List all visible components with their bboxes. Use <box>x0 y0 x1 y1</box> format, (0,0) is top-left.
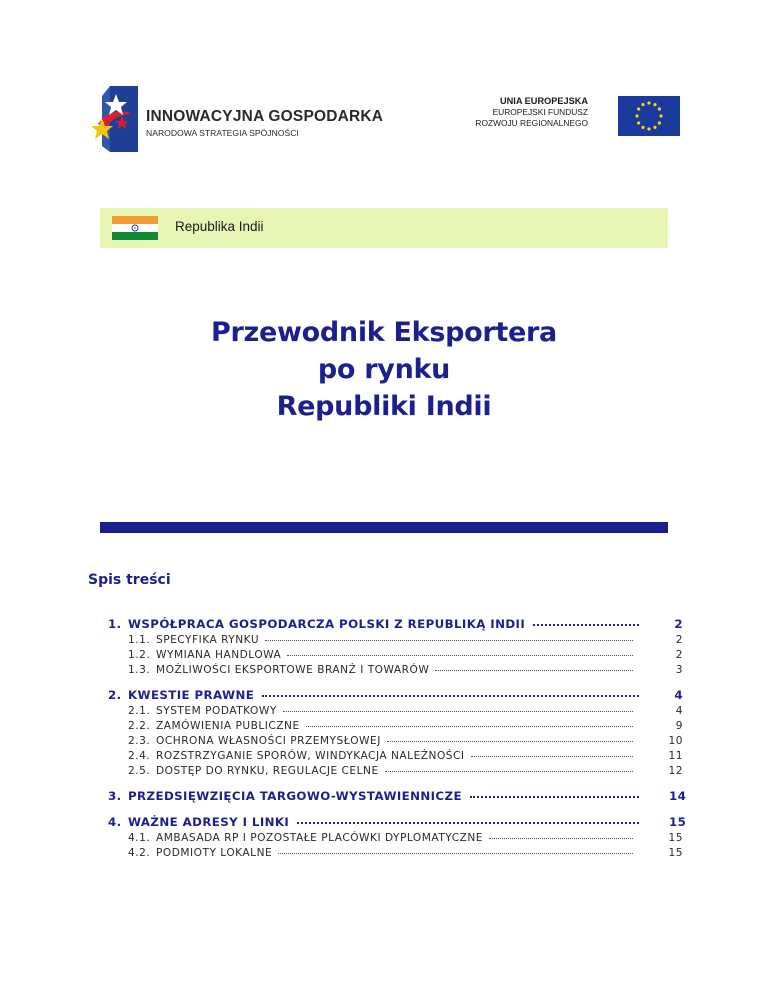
toc-label: MOŻLIWOŚCI EKSPORTOWE BRANŻ I TOWARÓW <box>156 664 430 676</box>
eu-logo <box>470 96 680 136</box>
toc-number: 2.3. <box>128 735 151 747</box>
toc-label: WAŻNE ADRESY I LINKI <box>128 815 290 829</box>
eu-line2: EUROPEJSKI FUNDUSZ <box>492 107 588 117</box>
leader-dots <box>265 639 633 641</box>
title-line-3: Republiki Indii <box>276 391 492 422</box>
toc-subentry[interactable] <box>108 750 683 765</box>
leader-dots <box>287 654 633 656</box>
toc-number: 2. <box>108 688 122 702</box>
toc-label: KWESTIE PRAWNE <box>128 688 255 702</box>
leader-dots <box>471 755 633 757</box>
innowacyjna-gospodarka-logo <box>92 84 392 154</box>
logo-subtitle: NARODOWA STRATEGIA SPÓJNOŚCI <box>146 128 299 138</box>
toc-label: ZAMÓWIENIA PUBLICZNE <box>156 720 300 732</box>
eu-line1: UNIA EUROPEJSKA <box>500 96 588 106</box>
toc-section-3 <box>108 789 687 806</box>
innovation-stars-logo-icon <box>92 84 148 154</box>
eu-flag-icon <box>618 96 680 136</box>
toc-number: 1. <box>108 617 122 631</box>
toc-label: AMBASADA RP I POZOSTAŁE PLACÓWKI DYPLOMATYCZNE <box>156 832 483 844</box>
toc-page: 2 <box>674 617 683 631</box>
toc-subentry[interactable] <box>108 832 683 847</box>
toc-label: WYMIANA HANDLOWA <box>156 649 282 661</box>
leader-dots <box>297 821 639 824</box>
document-title <box>0 314 768 425</box>
toc-number: 2.1. <box>128 705 151 717</box>
toc-page: 15 <box>668 847 683 859</box>
toc-page: 10 <box>668 735 683 747</box>
country-name: Republika Indii <box>175 219 264 234</box>
eu-line3: ROZWOJU REGIONALNEGO <box>475 118 588 128</box>
toc-label: PRZEDSIĘWZIĘCIA TARGOWO-WYSTAWIENNICZE <box>128 789 462 803</box>
leader-dots <box>533 623 639 626</box>
toc-page: 9 <box>675 720 683 732</box>
toc-label: PODMIOTY LOKALNE <box>156 847 273 859</box>
eu-text-block <box>475 96 588 129</box>
leader-dots <box>385 770 633 772</box>
toc-number: 3. <box>108 789 122 803</box>
toc-number: 2.4. <box>128 750 151 762</box>
leader-dots <box>387 740 633 742</box>
leader-dots <box>489 837 633 839</box>
leader-dots <box>306 725 633 727</box>
toc-number: 2.5. <box>128 765 151 777</box>
toc-label: OCHRONA WŁASNOŚCI PRZEMYSŁOWEJ <box>156 735 381 747</box>
title-line-2: po rynku <box>317 354 451 385</box>
toc-page: 3 <box>675 664 683 676</box>
toc-label: WSPÓŁPRACA GOSPODARCZA POLSKI Z REPUBLIKĄ INDII <box>128 617 526 631</box>
toc-entry[interactable] <box>108 815 687 832</box>
toc-page: 11 <box>668 750 683 762</box>
toc-label: SPECYFIKA RYNKU <box>156 634 260 646</box>
toc-page: 14 <box>669 789 687 803</box>
toc-page: 2 <box>675 649 683 661</box>
toc-number: 4.2. <box>128 847 151 859</box>
toc-page: 4 <box>674 688 683 702</box>
toc-number: 1.2. <box>128 649 151 661</box>
toc-section-4 <box>108 815 687 862</box>
toc-subentry[interactable] <box>108 649 683 664</box>
toc-subentry[interactable] <box>108 705 683 720</box>
title-line-1: Przewodnik Eksportera <box>211 317 557 348</box>
toc-number: 2.2. <box>128 720 151 732</box>
country-bar <box>100 208 668 248</box>
toc-entry[interactable] <box>108 617 683 634</box>
leader-dots <box>278 852 633 854</box>
table-of-contents <box>108 617 687 871</box>
toc-subentry[interactable] <box>108 735 683 750</box>
toc-page: 2 <box>675 634 683 646</box>
toc-number: 4.1. <box>128 832 151 844</box>
india-flag-icon <box>112 216 158 240</box>
toc-subentry[interactable] <box>108 765 683 780</box>
leader-dots <box>283 710 633 712</box>
leader-dots <box>435 669 633 671</box>
toc-page: 15 <box>669 815 687 829</box>
toc-entry[interactable] <box>108 688 683 705</box>
toc-number: 1.1. <box>128 634 151 646</box>
leader-dots <box>470 795 639 798</box>
toc-section-2 <box>108 688 683 780</box>
leader-dots <box>262 694 639 697</box>
toc-page: 12 <box>668 765 683 777</box>
logo-title: INNOWACYJNA GOSPODARKA <box>146 108 384 125</box>
toc-subentry[interactable] <box>108 720 683 735</box>
toc-number: 1.3. <box>128 664 151 676</box>
toc-subentry[interactable] <box>108 664 683 679</box>
toc-label: ROZSTRZYGANIE SPORÓW, WINDYKACJA NALEŻNOŚCI <box>156 750 465 762</box>
toc-page: 4 <box>675 705 683 717</box>
toc-label: SYSTEM PODATKOWY <box>156 705 277 717</box>
toc-label: DOSTĘP DO RYNKU, REGULACJE CELNE <box>156 765 379 777</box>
toc-number: 4. <box>108 815 122 829</box>
title-divider <box>100 522 668 533</box>
toc-subentry[interactable] <box>108 634 683 649</box>
toc-entry[interactable] <box>108 789 687 806</box>
toc-section-1 <box>108 617 683 679</box>
toc-subentry[interactable] <box>108 847 683 862</box>
toc-heading: Spis treści <box>88 572 171 588</box>
toc-page: 15 <box>668 832 683 844</box>
